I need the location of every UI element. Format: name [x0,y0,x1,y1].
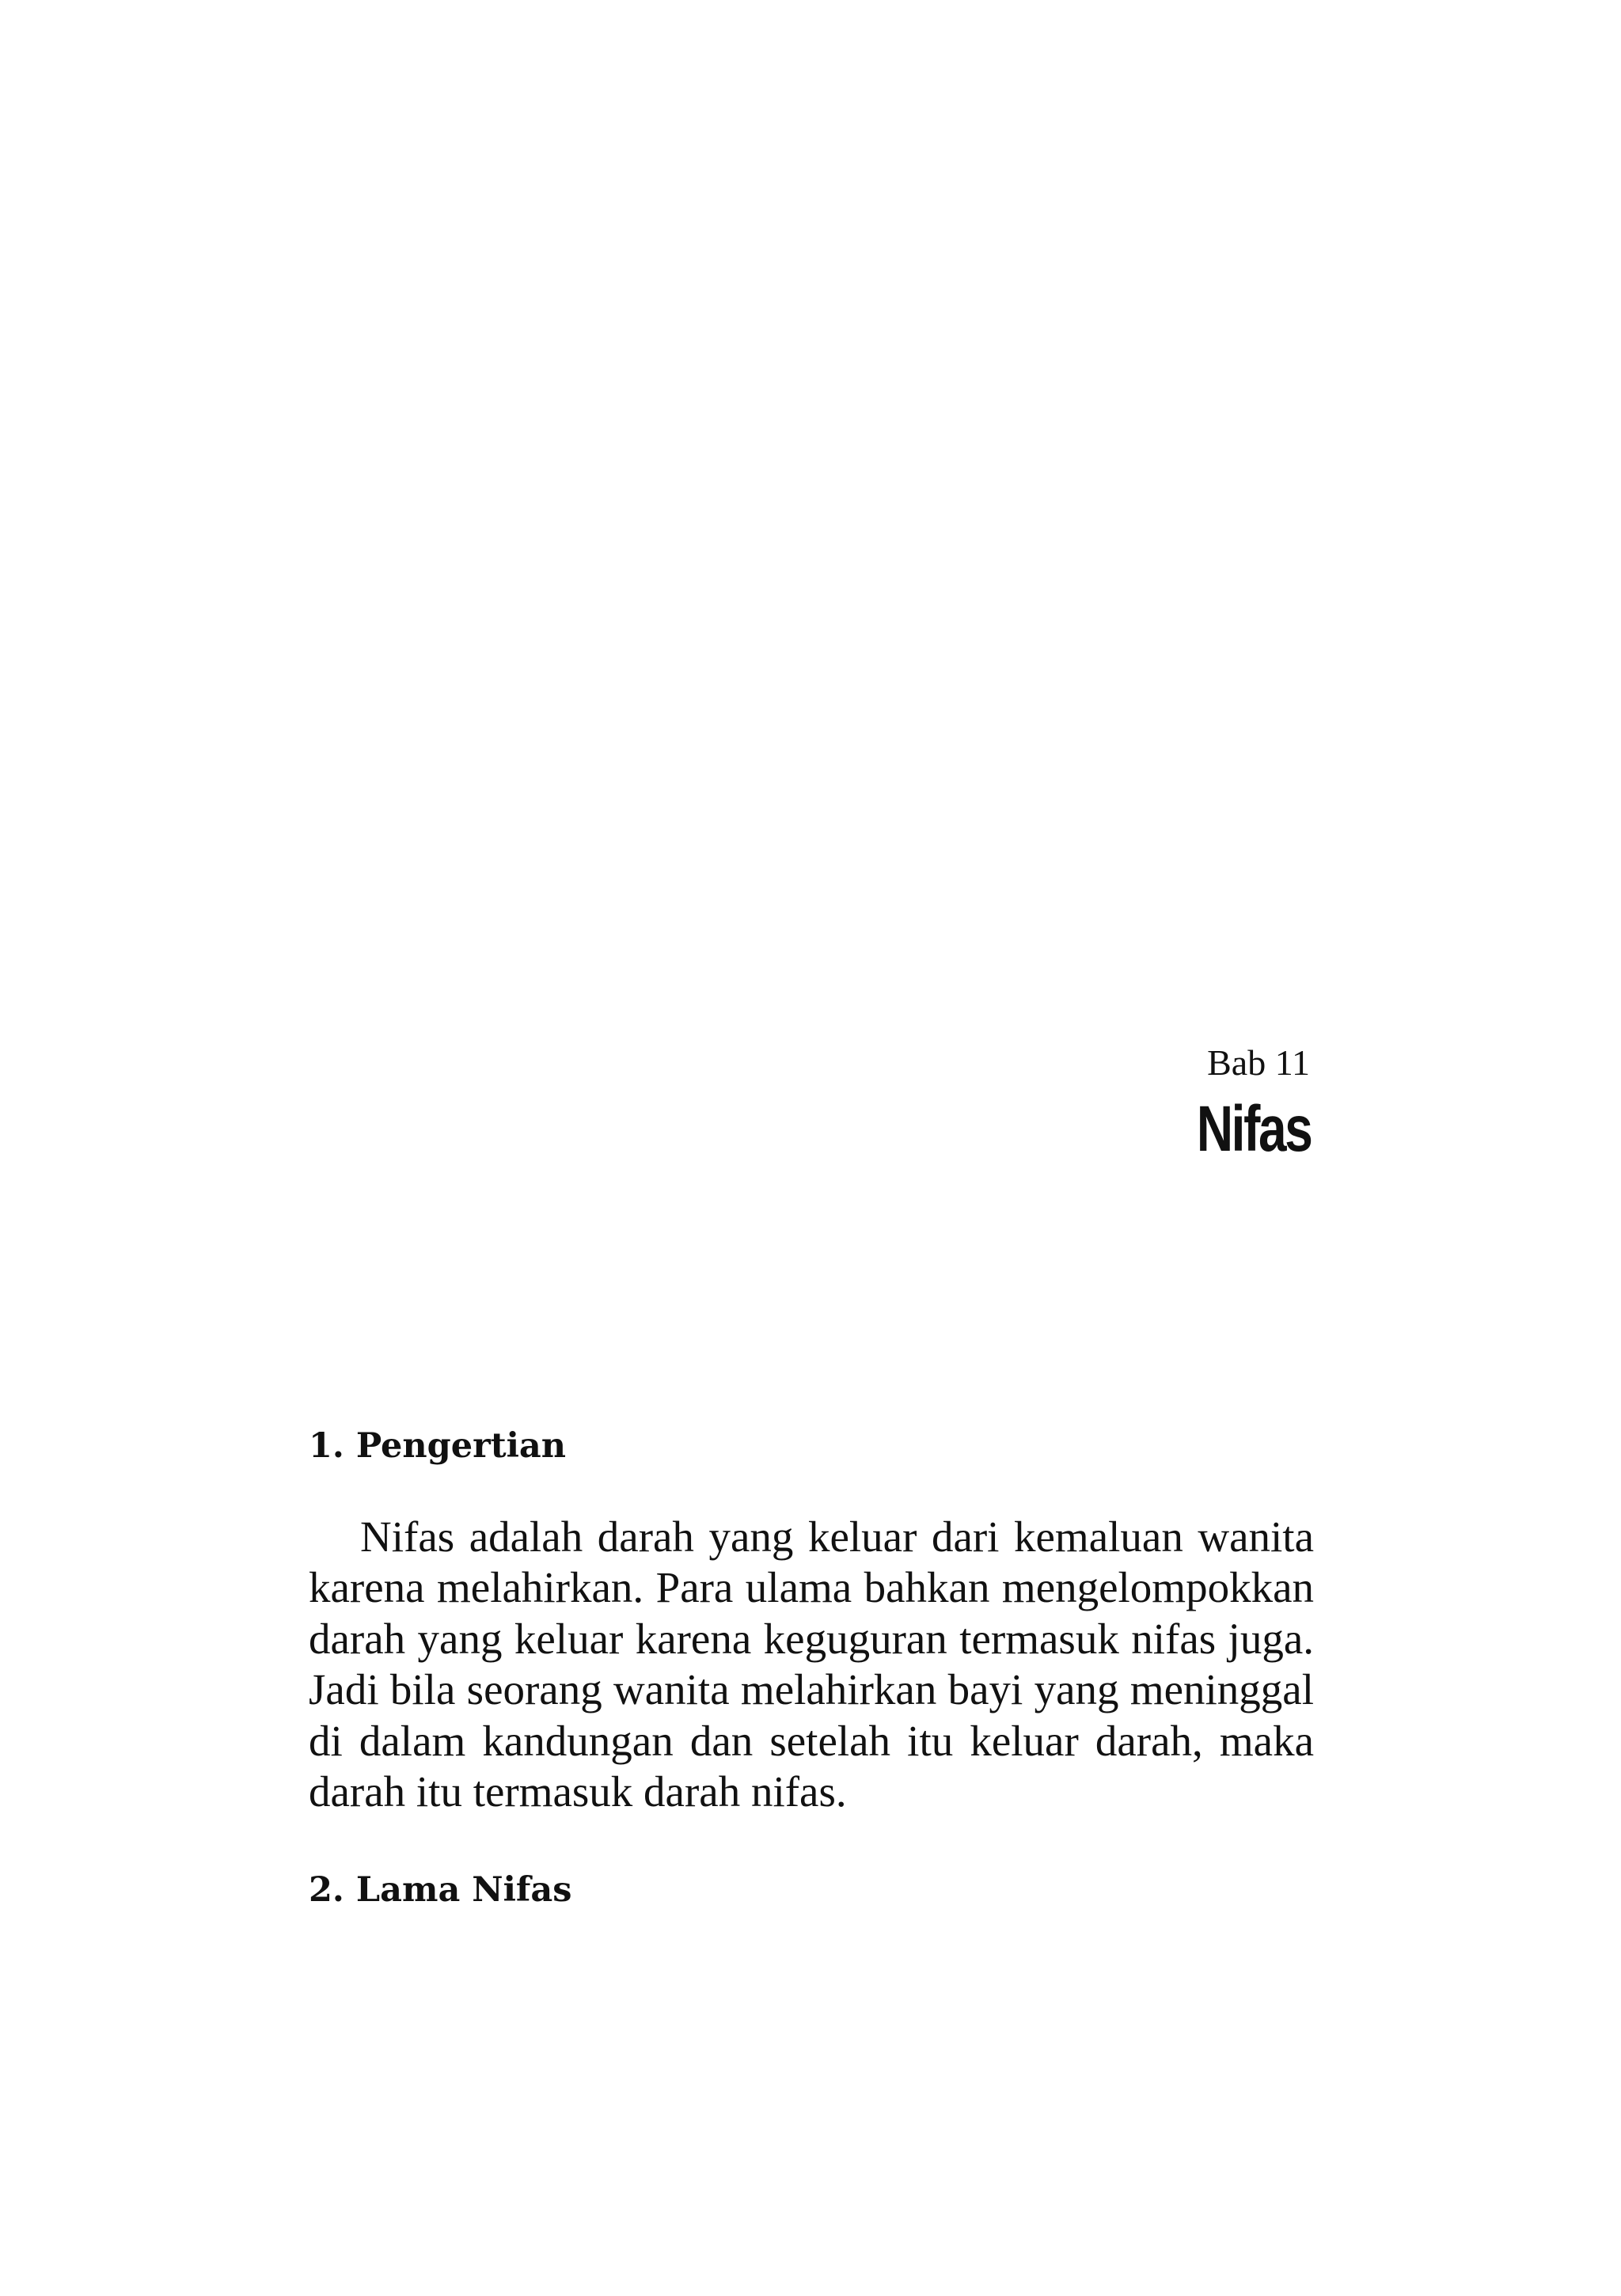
paragraph-pengertian: Nifas adalah darah yang keluar dari kemaluan wanita karena melahirkan. Para ulama bahkan mengelompokkan darah yang keluar karena keguguran termasuk nifas juga. Jadi bila seorang wanita melahirkan bayi yang meninggal di dalam kandungan dan setelah itu keluar darah, maka darah itu termasuk darah nifas. [309,1512,1314,1816]
section-heading-pengertian: 1. Pengertian [309,1426,567,1466]
section-heading-lama-nifas: 2. Lama Nifas [309,1869,572,1910]
main-content [309,1425,1314,1913]
chapter-title: Nifas [1197,1093,1312,1165]
chapter-label: Bab 11 [1207,1042,1310,1083]
